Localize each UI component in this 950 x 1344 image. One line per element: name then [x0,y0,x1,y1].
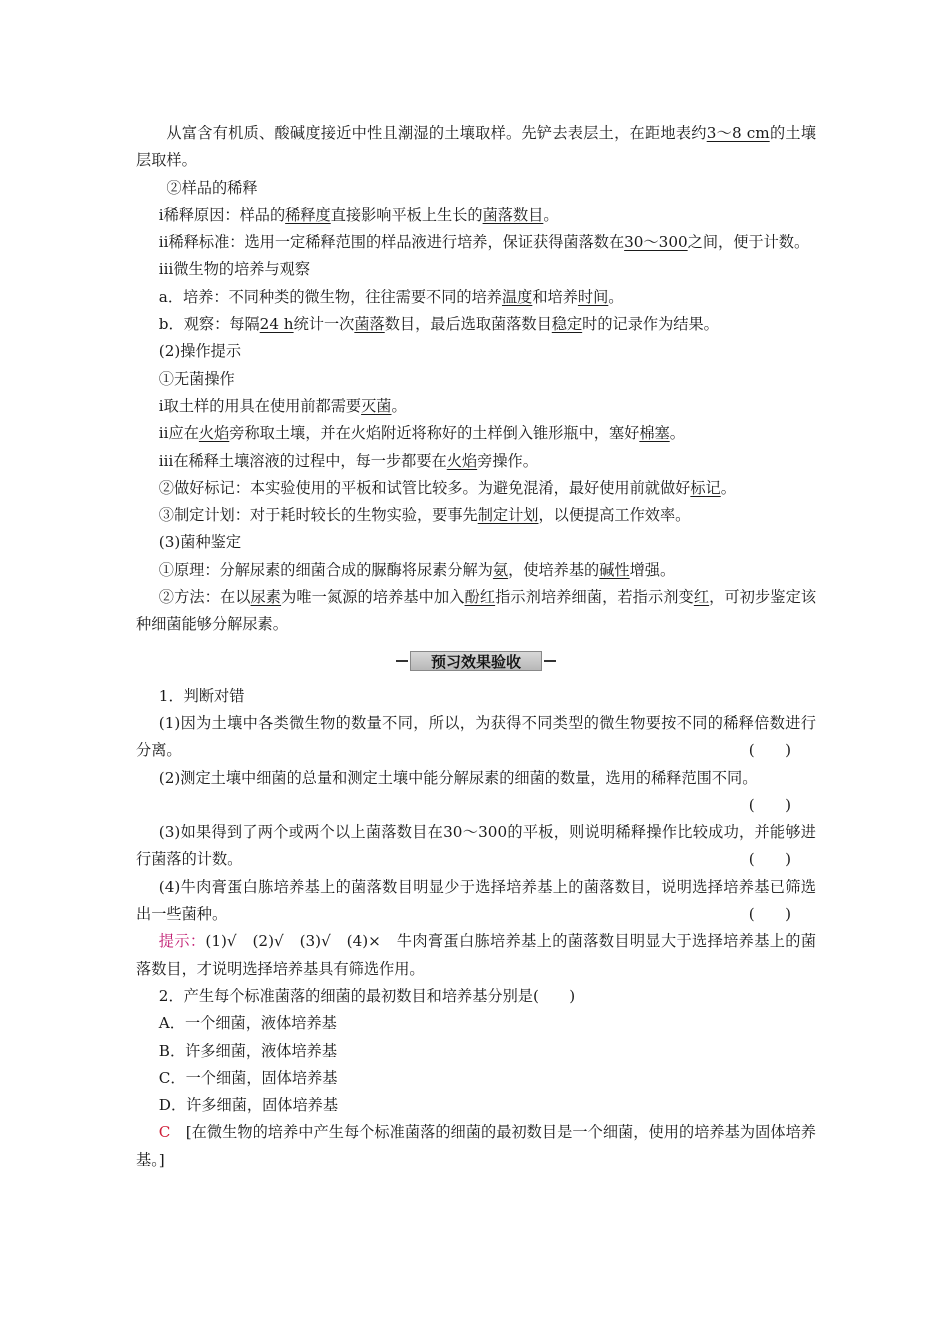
ops-heading: (2)操作提示 [158,342,242,361]
text: ⅰ稀释原因：样品的 [158,205,286,224]
ident-heading: (3)菌种鉴定 [158,533,242,552]
text: ⅱ稀释标准：选用一定稀释范围的样品液进行培养，保证获得菌落数在 [158,233,625,252]
q1-statement-1 [136,710,816,765]
dilution-standard [136,229,816,256]
text: ，可初步鉴定该种细菌能够分解尿素。 [136,588,817,634]
q1-statement-2 [136,765,816,814]
text: 直接影响平板上生长的 [330,205,483,224]
underlined-answer: 时间 [577,287,609,306]
text: (4)牛肉膏蛋白胨培养基上的菌落数目明显少于选择培养基上的菌落数目，说明选择培养基已筛选出一些菌种。 [136,877,816,924]
underlined-answer: 氨 [492,560,509,579]
text: ③制定计划：对于耗时较长的生物实验，要事先 [158,506,478,525]
text: a．培养：不同种类的微生物，往往需要不同的培养 [158,287,502,306]
underlined-answer: 30～300 [624,233,688,252]
marking [136,475,816,502]
text: 。 [669,424,685,443]
text: 从富含有机质、酸碱度接近中性且潮湿的土壤取样。先铲去表层土，在距地表约 [166,124,707,142]
text: 。 [720,478,736,497]
text: 增强。 [629,560,676,579]
ident-principle [136,557,816,584]
text: (2)测定土壤中细菌的总量和测定土壤中能分解尿素的细菌的数量，选用的稀释范围不同。 [158,768,758,787]
q2-answer [136,1119,816,1174]
underlined-answer: 3～8 cm [706,124,770,142]
text: 指示剂培养细菌，若指示剂变 [495,588,694,607]
q1-statement-3 [136,819,816,874]
underlined-answer: 碱性 [599,560,630,579]
underlined-answer: 酚红 [464,588,496,607]
underlined-answer: 24 h [259,315,294,334]
q2-option-d: D．许多细菌，固体培养基 [158,1096,339,1115]
text: ①原理：分解尿素的细菌合成的脲酶将尿素分解为 [158,560,493,579]
text: 的土壤层取样。 [136,124,817,170]
text: 。 [608,287,624,306]
text: ⅱ应在 [158,424,199,443]
text: 之间，便于计数。 [687,233,810,252]
text: 和培养 [532,287,578,306]
aseptic-ii [136,420,816,447]
underlined-answer: 菌落 [354,315,385,334]
sampling-paragraph [136,120,816,175]
answer-letter: C [158,1123,171,1142]
text: ⅲ在稀释土壤溶液的过程中，每一步都要在 [158,451,447,470]
text: ，以便提高工作效率。 [538,506,691,525]
culture-b [136,311,816,338]
text: 。 [391,396,407,415]
text: 统计一次 [293,315,355,334]
planning [136,502,816,529]
underlined-answer: 红 [693,588,710,607]
answer-blank: ( ) [748,741,792,760]
answer-blank: ( ) [748,905,792,924]
answer-blank: ( ) [748,850,792,869]
text: ⅰ取土样的用具在使用前都需要 [158,396,362,415]
banner-title: 预习效果验收 [410,651,542,671]
text: ②方法：在以 [158,588,251,607]
underlined-answer: 标记 [690,478,721,497]
banner-left-rule [396,660,408,662]
text: ②做好标记：本实验使用的平板和试管比较多。为避免混淆，最好使用前就做好 [158,478,691,497]
culture-a [136,284,816,311]
text: (1)因为土壤中各类微生物的数量不同，所以，为获得不同类型的微生物要按不同的稀释倍数进行分离。 [136,713,816,760]
aseptic-i [136,393,816,420]
ident-method [136,584,816,639]
underlined-answer: 火焰 [446,451,478,470]
text: (3)如果得到了两个或两个以上菌落数目在30～300的平板，则说明稀释操作比较成功，并能够进行菌落的计数。 [136,823,816,869]
underlined-answer: 温度 [501,287,533,306]
underlined-answer: 稀释度 [285,205,331,224]
dilution-heading: ②样品的稀释 [166,178,258,197]
text: ，使培养基的 [508,560,600,579]
section-banner [136,647,816,677]
dilution-reason [136,202,816,229]
banner-frame [396,649,556,673]
underlined-answer: 制定计划 [477,506,539,525]
banner-right-rule [544,660,556,662]
underlined-answer: 菌落数目 [482,205,544,224]
text: 旁称取土壤，并在火焰附近将称好的土样倒入锥形瓶中，塞好 [229,424,640,443]
culture-heading: ⅲ微生物的培养与观察 [158,260,311,279]
q2-option-a: A．一个细菌，液体培养基 [158,1014,337,1033]
underlined-answer: 灭菌 [361,396,392,415]
underlined-answer: 尿素 [250,588,282,607]
aseptic-iii [136,448,816,475]
q2-option-c: C．一个细菌，固体培养基 [158,1068,338,1087]
q1-heading: 1．判断对错 [158,686,245,705]
text: 为唯一氮源的培养基中加入 [281,588,465,607]
underlined-answer: 稳定 [551,315,583,334]
text: 时的记录作为结果。 [582,315,719,334]
answer-blank: ( ) [748,795,792,814]
q1-hint [136,928,816,983]
text: [在微生物的培养中产生每个标准菌落的细菌的最初数目是一个细菌，使用的培养基为固体培养基。] [136,1123,816,1169]
text: 。 [543,205,559,224]
aseptic-heading: ①无菌操作 [158,369,235,388]
q2-option-b: B．许多细菌，液体培养基 [158,1041,338,1060]
q1-statement-4 [136,874,816,929]
underlined-answer: 棉塞 [639,424,670,443]
text: 数目，最后选取菌落数目 [384,315,552,334]
document-page [136,120,816,1174]
text: 旁操作。 [477,451,538,470]
text: b．观察：每隔 [158,315,260,334]
q2-stem: 2．产生每个标准菌落的细菌的最初数目和培养基分别是( ) [158,986,576,1005]
underlined-answer: 火焰 [198,424,230,443]
hint-label: 提示： [158,932,206,951]
text: (1)√ (2)√ (3)√ (4)× 牛肉膏蛋白胨培养基上的菌落数目明显大于选择培养基上的菌落数目，才说明选择培养基具有筛选作用。 [136,932,817,978]
